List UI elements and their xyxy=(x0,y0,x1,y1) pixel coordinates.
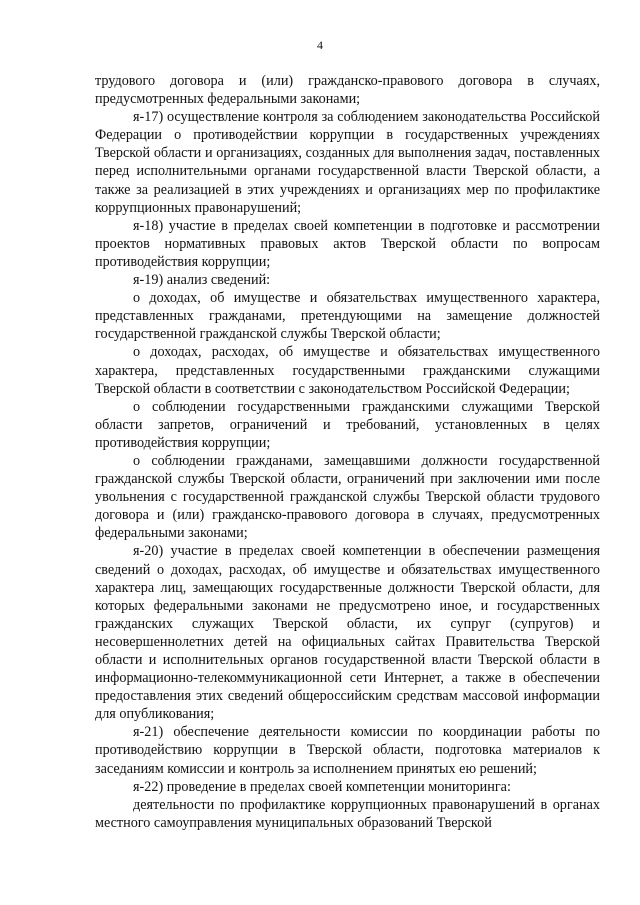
paragraph-continuation: трудового договора и (или) гражданско-правового договора в случаях, предусмотренных федеральными законами; xyxy=(95,73,600,108)
page-number: 4 xyxy=(317,38,323,52)
document-body xyxy=(95,72,600,832)
paragraph-item-19: я-19) анализ сведений: xyxy=(133,272,271,289)
paragraph-item-19-restrictions-servants: о соблюдении государственными гражданскими служащими Тверской области запретов, ограничений и требований, установленных в целях противодействия коррупции; xyxy=(95,398,600,451)
paragraph-item-21: я-21) обеспечение деятельности комиссии по координации работы по противодействию коррупции в Тверской области, подготовка материалов к заседаниям комиссии и контроль за исполнением принятых ею решений; xyxy=(95,724,600,777)
paragraph-item-19-income-servants: о доходах, расходах, об имуществе и обязательствах имущественного характера, представленных государственными гражданскими служащими Тверской области в соответствии с законодательством Российской Федерации; xyxy=(95,344,600,397)
paragraph-item-19-restrictions-former: о соблюдении гражданами, замещавшими должности государственной гражданской службы Тверской области, ограничений при заключении ими после увольнения с государственной гражданской службы Тверской области трудового договора и (или) гражданско-правового договора в случаях, предусмотренных федеральными законами; xyxy=(95,452,600,542)
paragraph-item-22: я-22) проведение в пределах своей компетенции мониторинга: xyxy=(133,778,511,795)
paragraph-item-20: я-20) участие в пределах своей компетенции в обеспечении размещения сведений о доходах, расходах, об имуществе и обязательствах имущественного характера лиц, замещающих государственные должности Тверской области, для которых федеральными законами не предусмотрено иное, и государственных гражданских служащих Тверской области, их супруг (супругов) и несовершеннолетних детей на официальных сайтах Правительства Тверской области и исполнительных органов государственной власти Тверской области в информационно-телекоммуникационной сети Интернет, а также в обеспечении предоставления этих сведений общероссийским средствам массовой информации для опубликования; xyxy=(95,543,600,723)
paragraph-item-19-income-candidates: о доходах, об имуществе и обязательствах имущественного характера, представленных гражданами, претендующими на замещение должностей государственной гражданской службы Тверской области; xyxy=(95,290,600,343)
paragraph-item-18: я-18) участие в пределах своей компетенции в подготовке и рассмотрении проектов нормативных правовых актов Тверской области по вопросам противодействия коррупции; xyxy=(95,217,600,270)
paragraph-item-17: я-17) осуществление контроля за соблюдением законодательства Российской Федерации о противодействии коррупции в государственных учреждениях Тверской области и организациях, созданных для выполнения задач, поставленных перед исполнительными органами государственной власти Тверской области, а также за реализацией в этих учреждениях и организациях мер по профилактике коррупционных правонарушений; xyxy=(95,109,600,216)
paragraph-item-22-monitoring: деятельности по профилактике коррупционных правонарушений в органах местного самоуправления муниципальных образований Тверской xyxy=(95,796,600,831)
